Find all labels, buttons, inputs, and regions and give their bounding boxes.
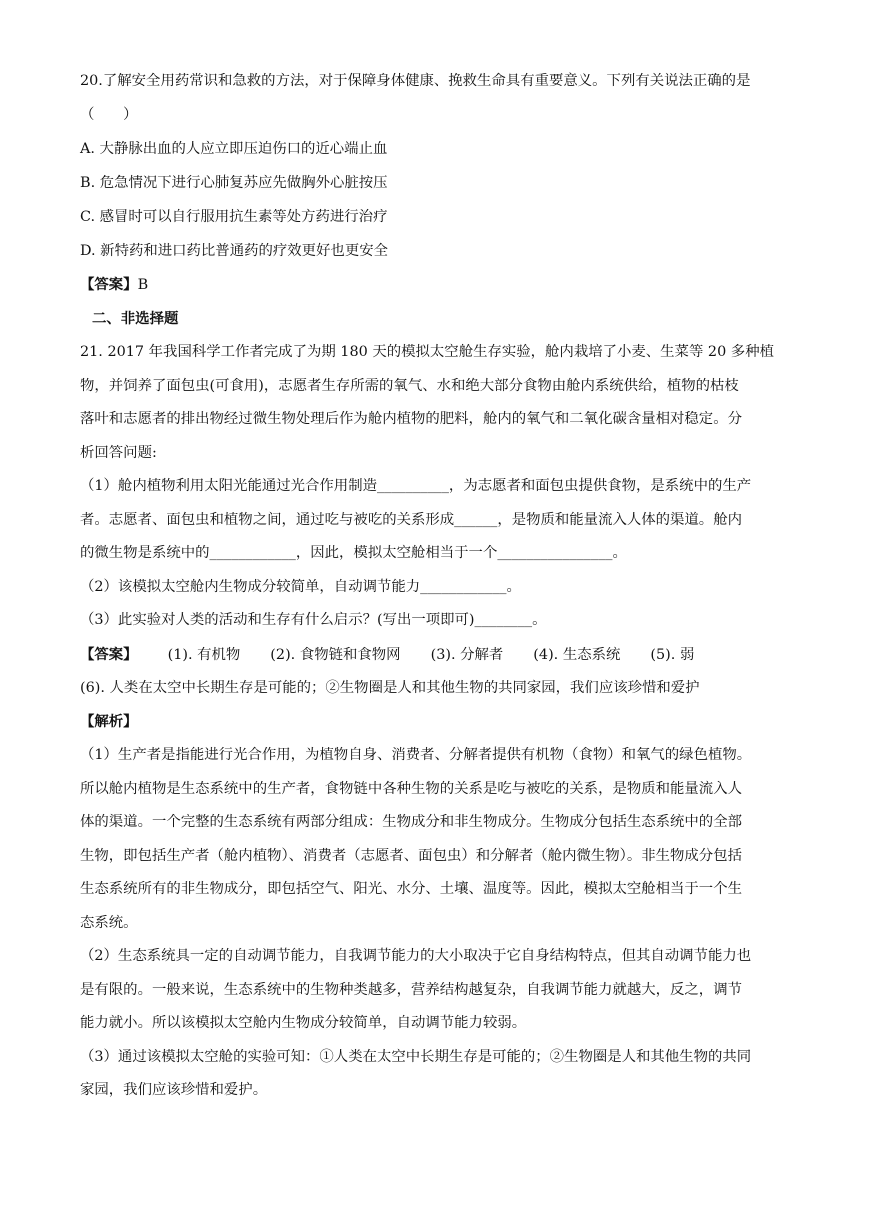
document-page	[80, 64, 792, 1108]
answer-item: (4). 生态系统	[533, 646, 621, 663]
q21-sub1-line: （1）舱内植物利用太阳光能通过光合作用制造__________，为志愿者和面包虫提供食物，是系统中的生产	[80, 478, 752, 494]
q21-stem-line: 落叶和志愿者的排出物经过微生物处理后作为舱内植物的肥料，舱内的氧气和二氧化碳含量相对稳定。分	[80, 411, 742, 427]
q21-stem-line: 物，并饲养了面包虫(可食用)，志愿者生存所需的氧气、水和绝大部分食物由舱内系统供给，植物的枯枝	[80, 377, 739, 394]
analysis-line: （2）生态系统具一定的自动调节能力，自我调节能力的大小取决于它自身结构特点，但其自动调节能力也	[80, 948, 752, 964]
analysis-line: 态系统。	[80, 914, 138, 931]
answer-item: (1). 有机物	[167, 646, 241, 663]
q21-sub2: （2）该模拟太空舱内生物成分较简单，自动调节能力____________。	[80, 578, 521, 595]
q20-paren: （ ）	[80, 107, 138, 123]
analysis-line: （3）通过该模拟太空舱的实验可知：①人类在太空中长期生存是可能的；②生物圈是人和其他生物的共同	[80, 1048, 752, 1065]
analysis-line: 是有限的。一般来说，生态系统中的生物种类越多，营养结构越复杂，自我调节能力就越大，反之，调节	[80, 981, 742, 998]
q21-answer-line2: (6). 人类在太空中长期生存是可能的；②生物圈是人和其他生物的共同家园，我们应该珍惜和爱护	[80, 679, 700, 696]
q20-option-c: C. 感冒时可以自行服用抗生素等处方药进行治疗	[80, 209, 388, 225]
q20-stem: 20.了解安全用药常识和急救的方法，对于保障身体健康、挽救生命具有重要意义。下列有关说法正确的是	[80, 73, 751, 89]
q21-stem-line: 析回答问题:	[80, 444, 157, 461]
q20-answer	[80, 268, 792, 302]
q20-option-d: D. 新特药和进口药比普通药的疗效更好也更安全	[80, 243, 388, 259]
analysis-line: （1）生产者是指能进行光合作用，为植物自身、消费者、分解者提供有机物（食物）和氧气的绿色植物。	[80, 747, 752, 763]
analysis-label: 【解析】	[80, 713, 138, 730]
q21-sub1-line: 的微生物是系统中的____________，因此，模拟太空舱相当于一个________________。	[80, 545, 627, 561]
answer-label: 【答案】	[80, 645, 138, 663]
answer-item: (2). 食物链和食物网	[270, 646, 401, 663]
analysis-part3	[80, 1041, 792, 1108]
q21-answer	[80, 638, 792, 672]
q21-stem	[80, 336, 792, 470]
analysis-line: 能力就小。所以该模拟太空舱内生物成分较简单，自动调节能力较弱。	[80, 1015, 527, 1031]
q20-option-b: B. 危急情况下进行心肺复苏应先做胸外心脏按压	[80, 175, 388, 191]
q21-sub1-line: 者。志愿者、面包虫和植物之间，通过吃与被吃的关系形成______，是物质和能量流入人体的渠道。舱内	[80, 511, 742, 528]
q20-option-a: A. 大静脉出血的人应立即压迫伤口的近心端止血	[80, 141, 388, 157]
answer-item: (3). 分解者	[430, 646, 504, 663]
q21-sub1	[80, 470, 792, 571]
answer-value: B	[137, 277, 149, 293]
analysis-line: 体的渠道。一个完整的生态系统有两部分组成：生物成分和非生物成分。生物成分包括生态系统中的全部	[80, 814, 742, 830]
analysis-line: 生物，即包括生产者（舱内植物）、消费者（志愿者、面包虫）和分解者（舱内微生物）。非生物成分包括	[80, 847, 742, 864]
answer-item: (5). 弱	[650, 646, 695, 663]
analysis-line: 所以舱内植物是生态系统中的生产者，食物链中各种生物的关系是吃与被吃的关系，是物质和能量流入人	[80, 780, 742, 797]
q21-sub3: （3）此实验对人类的活动和生存有什么启示？(写出一项即可)________。	[80, 612, 547, 628]
q21-stem-line: 21. 2017 年我国科学工作者完成了为期 180 天的模拟太空舱生存实验，舱内栽培了小麦、生菜等 20 多种植	[80, 344, 774, 360]
analysis-part1	[80, 739, 792, 940]
analysis-line: 生态系统所有的非生物成分，即包括空气、阳光、水分、土壤、温度等。因此，模拟太空舱相当于一个生	[80, 881, 742, 897]
analysis-line: 家园，我们应该珍惜和爱护。	[80, 1082, 268, 1098]
section-title: 二、非选择题	[92, 310, 179, 327]
analysis-part2	[80, 940, 792, 1041]
answer-label: 【答案】	[80, 276, 138, 293]
